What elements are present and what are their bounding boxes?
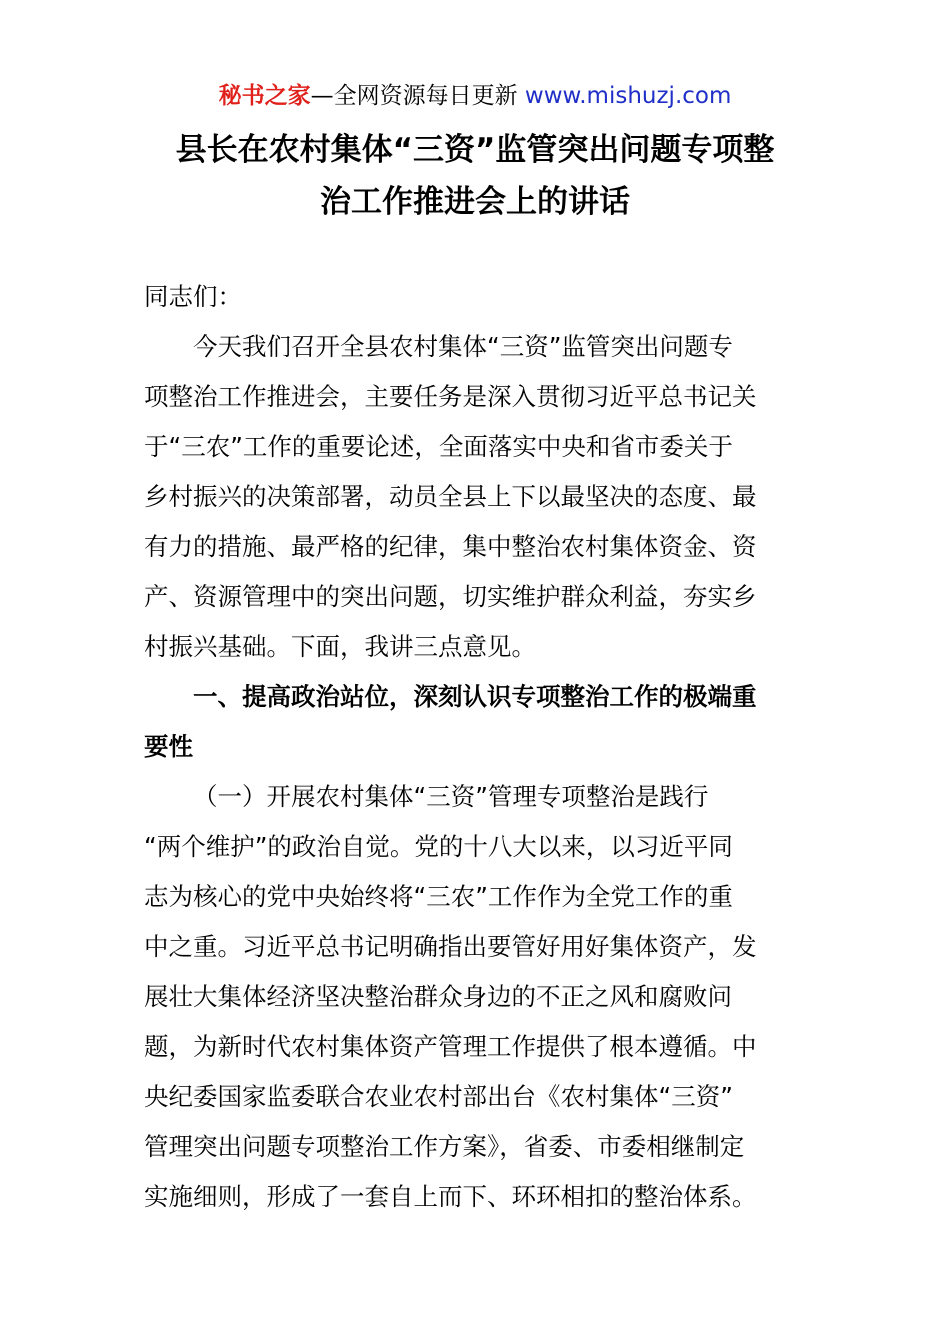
site-header [0, 80, 950, 112]
text-line: （一）开展农村集体“三资”管理专项整治是践行 [193, 782, 709, 811]
text-line: 中之重。习近平总书记明确指出要管好用好集体资产，发 [144, 932, 757, 961]
text-line: 题，为新时代农村集体资产管理工作提供了根本遵循。中 [144, 1032, 757, 1061]
salutation: 同志们： [144, 282, 242, 311]
text-line: 志为核心的党中央始终将“三农”工作作为全党工作的重 [144, 882, 733, 911]
text-line: 实施细则，形成了一套自上而下、环环相扣的整治体系。 [144, 1182, 757, 1211]
text-line: 乡村振兴的决策部署，动员全县上下以最坚决的态度、最 [144, 482, 757, 511]
text-line: 有力的措施、最严格的纪律，集中整治农村集体资金、资 [144, 532, 757, 561]
text-line: 央纪委国家监委联合农业农村部出台《农村集体“三资” [144, 1082, 733, 1111]
heading-line: 一、提高政治站位，深刻认识专项整治工作的极端重 [193, 682, 757, 711]
text-line: 项整治工作推进会，主要任务是深入贯彻习近平总书记关 [144, 382, 757, 411]
document-title [120, 124, 830, 228]
document-body [144, 272, 809, 1222]
text-line: 村振兴基础。下面，我讲三点意见。 [144, 632, 536, 661]
paragraph-section-1-1 [144, 772, 809, 1222]
text-line: 管理突出问题专项整治工作方案》，省委、市委相继制定 [144, 1132, 745, 1161]
section-heading-1 [144, 672, 809, 772]
header-tagline: —全网资源每日更新 [310, 83, 525, 109]
text-line: 展壮大集体经济坚决整治群众身边的不正之风和腐败问 [144, 982, 732, 1011]
text-line: 今天我们召开全县农村集体“三资”监管突出问题专 [193, 332, 733, 361]
title-line-2: 治工作推进会上的讲话 [320, 184, 630, 220]
site-url-link[interactable]: www.mishuzj.com [524, 83, 732, 109]
text-line: “两个维护”的政治自觉。党的十八大以来，以习近平同 [144, 832, 733, 861]
heading-line: 要性 [144, 732, 193, 761]
text-line: 产、资源管理中的突出问题，切实维护群众利益，夯实乡 [144, 582, 757, 611]
text-line: 于“三农”工作的重要论述，全面落实中央和省市委关于 [144, 432, 733, 461]
brand-name: 秘书之家 [218, 83, 311, 109]
paragraph-intro [144, 322, 809, 672]
title-line-1: 县长在农村集体“三资”监管突出问题专项整 [175, 132, 775, 168]
